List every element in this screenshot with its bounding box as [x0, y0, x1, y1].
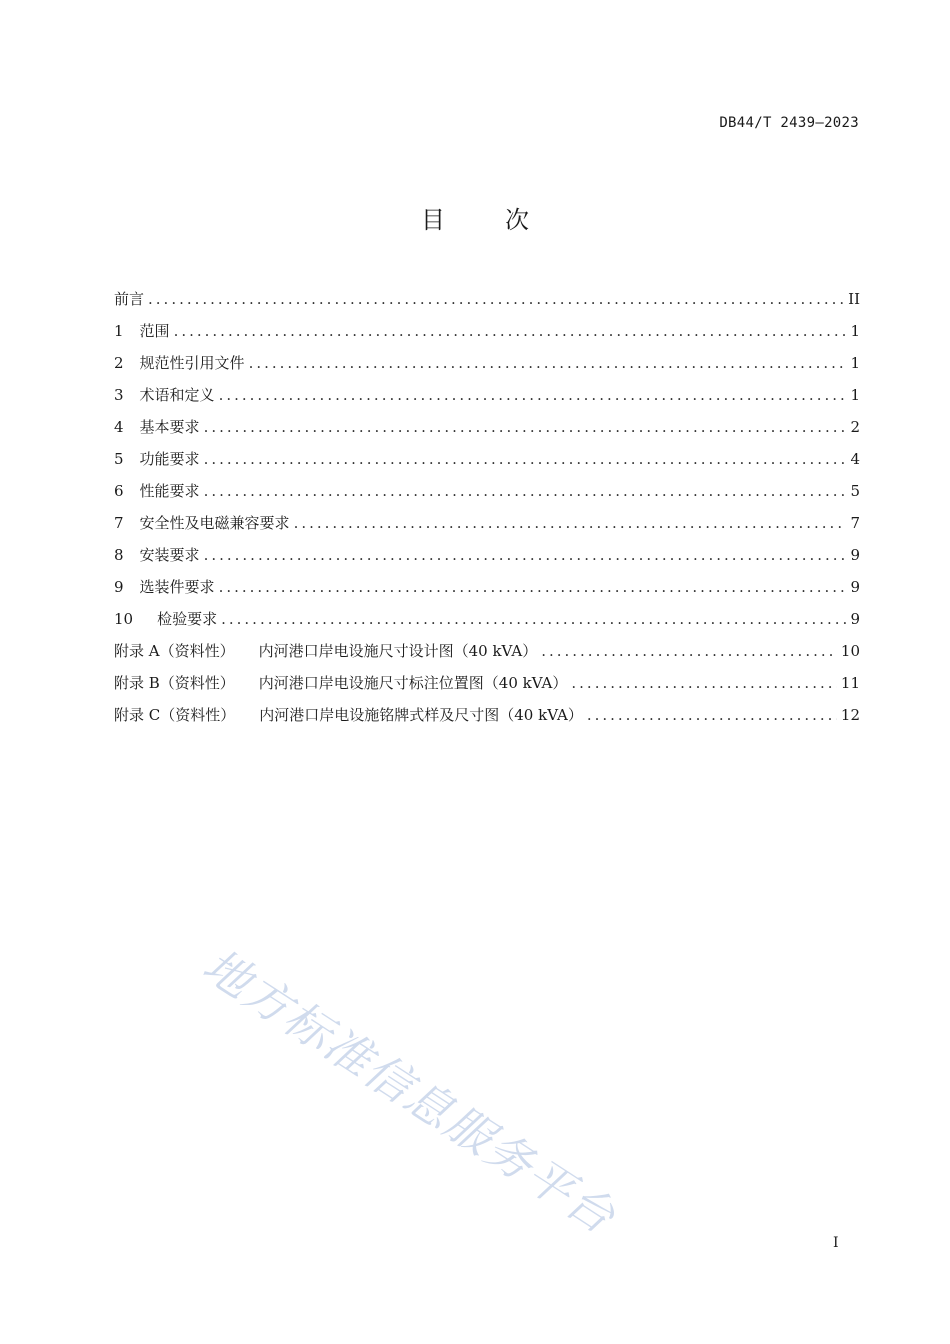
toc-entry-number: 7 — [114, 514, 124, 532]
toc-entry-number: 3 — [114, 386, 124, 404]
toc-entry-number: 6 — [114, 482, 124, 500]
toc-entry-number: 8 — [114, 546, 124, 564]
watermark: 地方标准信息服务平台 — [193, 937, 626, 1245]
toc-entry-appendix-a[interactable] — [114, 638, 860, 670]
footer-page-number: I — [833, 1235, 839, 1251]
toc-page-number: 4 — [850, 450, 860, 468]
toc-page-number: 2 — [850, 418, 860, 436]
toc-entry-5[interactable] — [114, 446, 860, 478]
toc-appendix-label: 附录 A（资料性） — [114, 642, 235, 660]
toc-entry-title: 前言 — [114, 290, 145, 308]
toc-appendix-label: 附录 C（资料性） — [114, 706, 236, 724]
toc-entry-title: 基本要求 — [139, 418, 200, 436]
toc-leader — [148, 286, 844, 312]
toc-entry-foreword[interactable] — [114, 286, 860, 318]
toc-leader — [219, 574, 846, 600]
toc-page-number: 9 — [850, 610, 860, 628]
toc-entry-number: 9 — [114, 578, 124, 596]
toc-page-number: 7 — [850, 514, 860, 532]
toc-entry-8[interactable] — [114, 542, 860, 574]
toc-entry-title: 安全性及电磁兼容要求 — [139, 514, 290, 532]
toc-leader — [174, 318, 846, 344]
toc-entry-6[interactable] — [114, 478, 860, 510]
toc-leader — [249, 350, 846, 376]
toc-leader — [219, 382, 846, 408]
toc-entry-4[interactable] — [114, 414, 860, 446]
toc-entry-title: 性能要求 — [139, 482, 200, 500]
toc-entry-number: 10 — [114, 610, 134, 628]
toc-page-number: 12 — [840, 706, 860, 724]
toc-entry-number: 2 — [114, 354, 124, 372]
toc-entry-title: 内河港口岸电设施尺寸标注位置图（40 kVA） — [258, 674, 568, 692]
page-title: 目次 — [421, 206, 589, 234]
toc-page-number: 9 — [850, 546, 860, 564]
toc-leader — [204, 446, 846, 472]
toc-entry-title: 检验要求 — [157, 610, 218, 628]
toc-leader — [204, 542, 846, 568]
toc-entry-title: 术语和定义 — [139, 386, 215, 404]
toc-entry-10[interactable] — [114, 606, 860, 638]
toc-leader — [587, 702, 837, 728]
toc-leader — [204, 478, 846, 504]
toc-entry-3[interactable] — [114, 382, 860, 414]
toc-entry-7[interactable] — [114, 510, 860, 542]
toc-entry-title: 内河港口岸电设施尺寸设计图（40 kVA） — [258, 642, 538, 660]
toc-entry-9[interactable] — [114, 574, 860, 606]
table-of-contents — [114, 286, 860, 734]
toc-entry-appendix-c[interactable] — [114, 702, 860, 734]
toc-leader — [294, 510, 846, 536]
toc-page-number: II — [848, 290, 860, 308]
toc-entry-title: 选装件要求 — [139, 578, 215, 596]
toc-leader — [541, 638, 837, 664]
toc-entry-number: 1 — [114, 322, 124, 340]
toc-entry-title: 功能要求 — [139, 450, 200, 468]
toc-entry-2[interactable] — [114, 350, 860, 382]
toc-leader — [221, 606, 846, 632]
toc-entry-appendix-b[interactable] — [114, 670, 860, 702]
toc-entry-1[interactable] — [114, 318, 860, 350]
toc-page-number: 11 — [840, 674, 860, 692]
document-code: DB44/T 2439—2023 — [719, 115, 859, 131]
toc-entry-title: 规范性引用文件 — [139, 354, 245, 372]
toc-page-number: 9 — [850, 578, 860, 596]
toc-page-number: 5 — [850, 482, 860, 500]
toc-page-number: 1 — [850, 322, 860, 340]
toc-page-number: 1 — [850, 386, 860, 404]
toc-leader — [571, 670, 837, 696]
toc-appendix-label: 附录 B（资料性） — [114, 674, 235, 692]
toc-entry-title: 安装要求 — [139, 546, 200, 564]
toc-page-number: 10 — [840, 642, 860, 660]
toc-page-number: 1 — [850, 354, 860, 372]
toc-entry-number: 4 — [114, 418, 124, 436]
toc-leader — [204, 414, 846, 440]
toc-entry-title: 范围 — [139, 322, 170, 340]
toc-entry-number: 5 — [114, 450, 124, 468]
toc-entry-title: 内河港口岸电设施铭牌式样及尺寸图（40 kVA） — [259, 706, 583, 724]
